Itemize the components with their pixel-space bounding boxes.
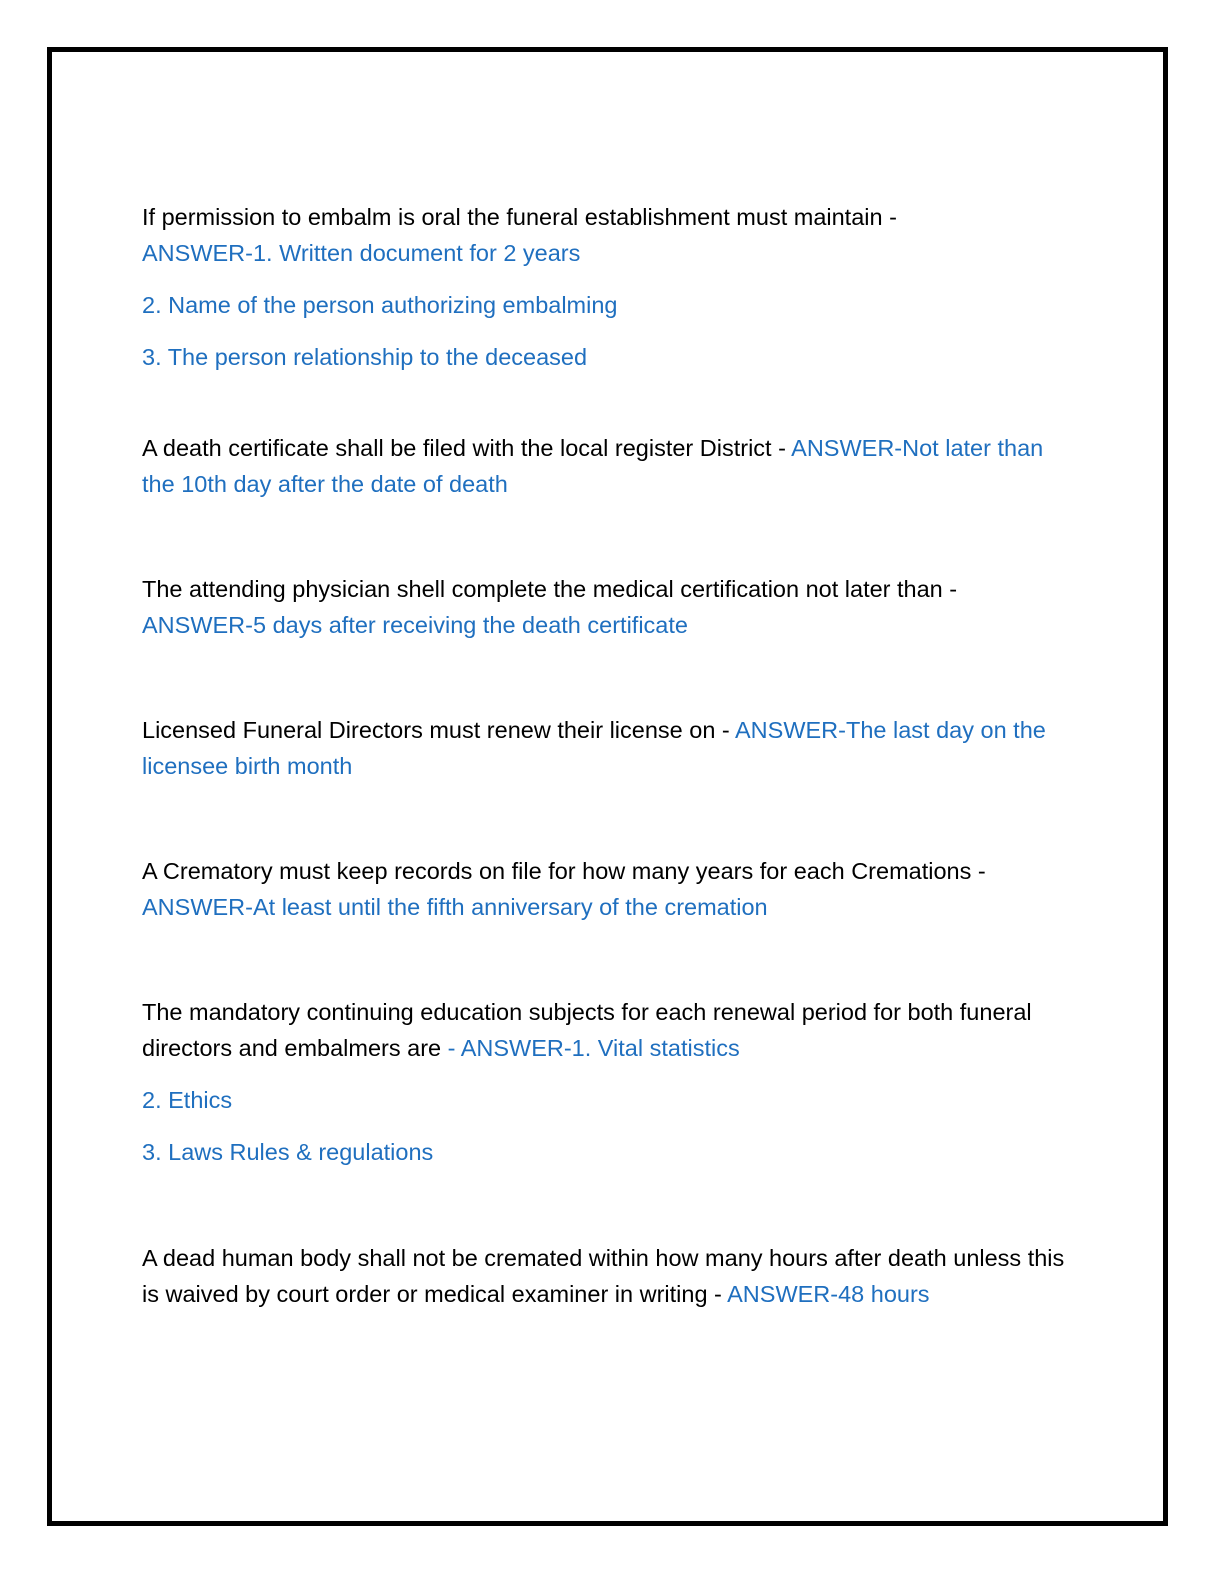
qa-item — [142, 853, 1082, 925]
question-text: A dead human body shall not be cremated within how many hours after death unless this is waived by court order or medical examiner in writing - — [142, 1245, 1065, 1307]
answer-text: ANSWER-The last day on the licensee birth month — [142, 717, 1046, 779]
answer-text: ANSWER-48 hours — [727, 1281, 930, 1307]
qa-item — [142, 571, 1082, 643]
qa-item — [142, 994, 1082, 1170]
question-text: A death certificate shall be filed with the local register District - — [142, 435, 792, 461]
question-text: If permission to embalm is oral the funeral establishment must maintain - — [142, 204, 897, 230]
answer-extra-line: 3. Laws Rules & regulations — [142, 1139, 434, 1165]
qa-item — [142, 1240, 1082, 1312]
answer-extra-line: 2. Name of the person authorizing embalming — [142, 292, 618, 318]
qa-item — [142, 199, 897, 375]
question-text: The attending physician shell complete the medical certification not later than - — [142, 576, 958, 602]
answer-extra-line: 2. Ethics — [142, 1087, 233, 1113]
answer-text: ANSWER-5 days after receiving the death certificate — [142, 612, 688, 638]
answer-text: ANSWER-Not later than the 10th day after the date of death — [142, 435, 1044, 497]
question-text: Licensed Funeral Directors must renew their license on - — [142, 717, 735, 743]
answer-text: - ANSWER-1. Vital statistics — [447, 1035, 740, 1061]
question-text: The mandatory continuing education subjects for each renewal period for both funeral directors and embalmers are — [142, 999, 1032, 1061]
question-text: A Crematory must keep records on file for how many years for each Cremations - — [142, 858, 986, 884]
answer-text: ANSWER-1. Written document for 2 years — [142, 240, 581, 266]
answer-text: ANSWER-At least until the fifth anniversary of the cremation — [142, 894, 768, 920]
qa-item — [142, 712, 1082, 784]
answer-extra-line: 3. The person relationship to the deceased — [142, 344, 588, 370]
qa-item — [142, 430, 1082, 502]
